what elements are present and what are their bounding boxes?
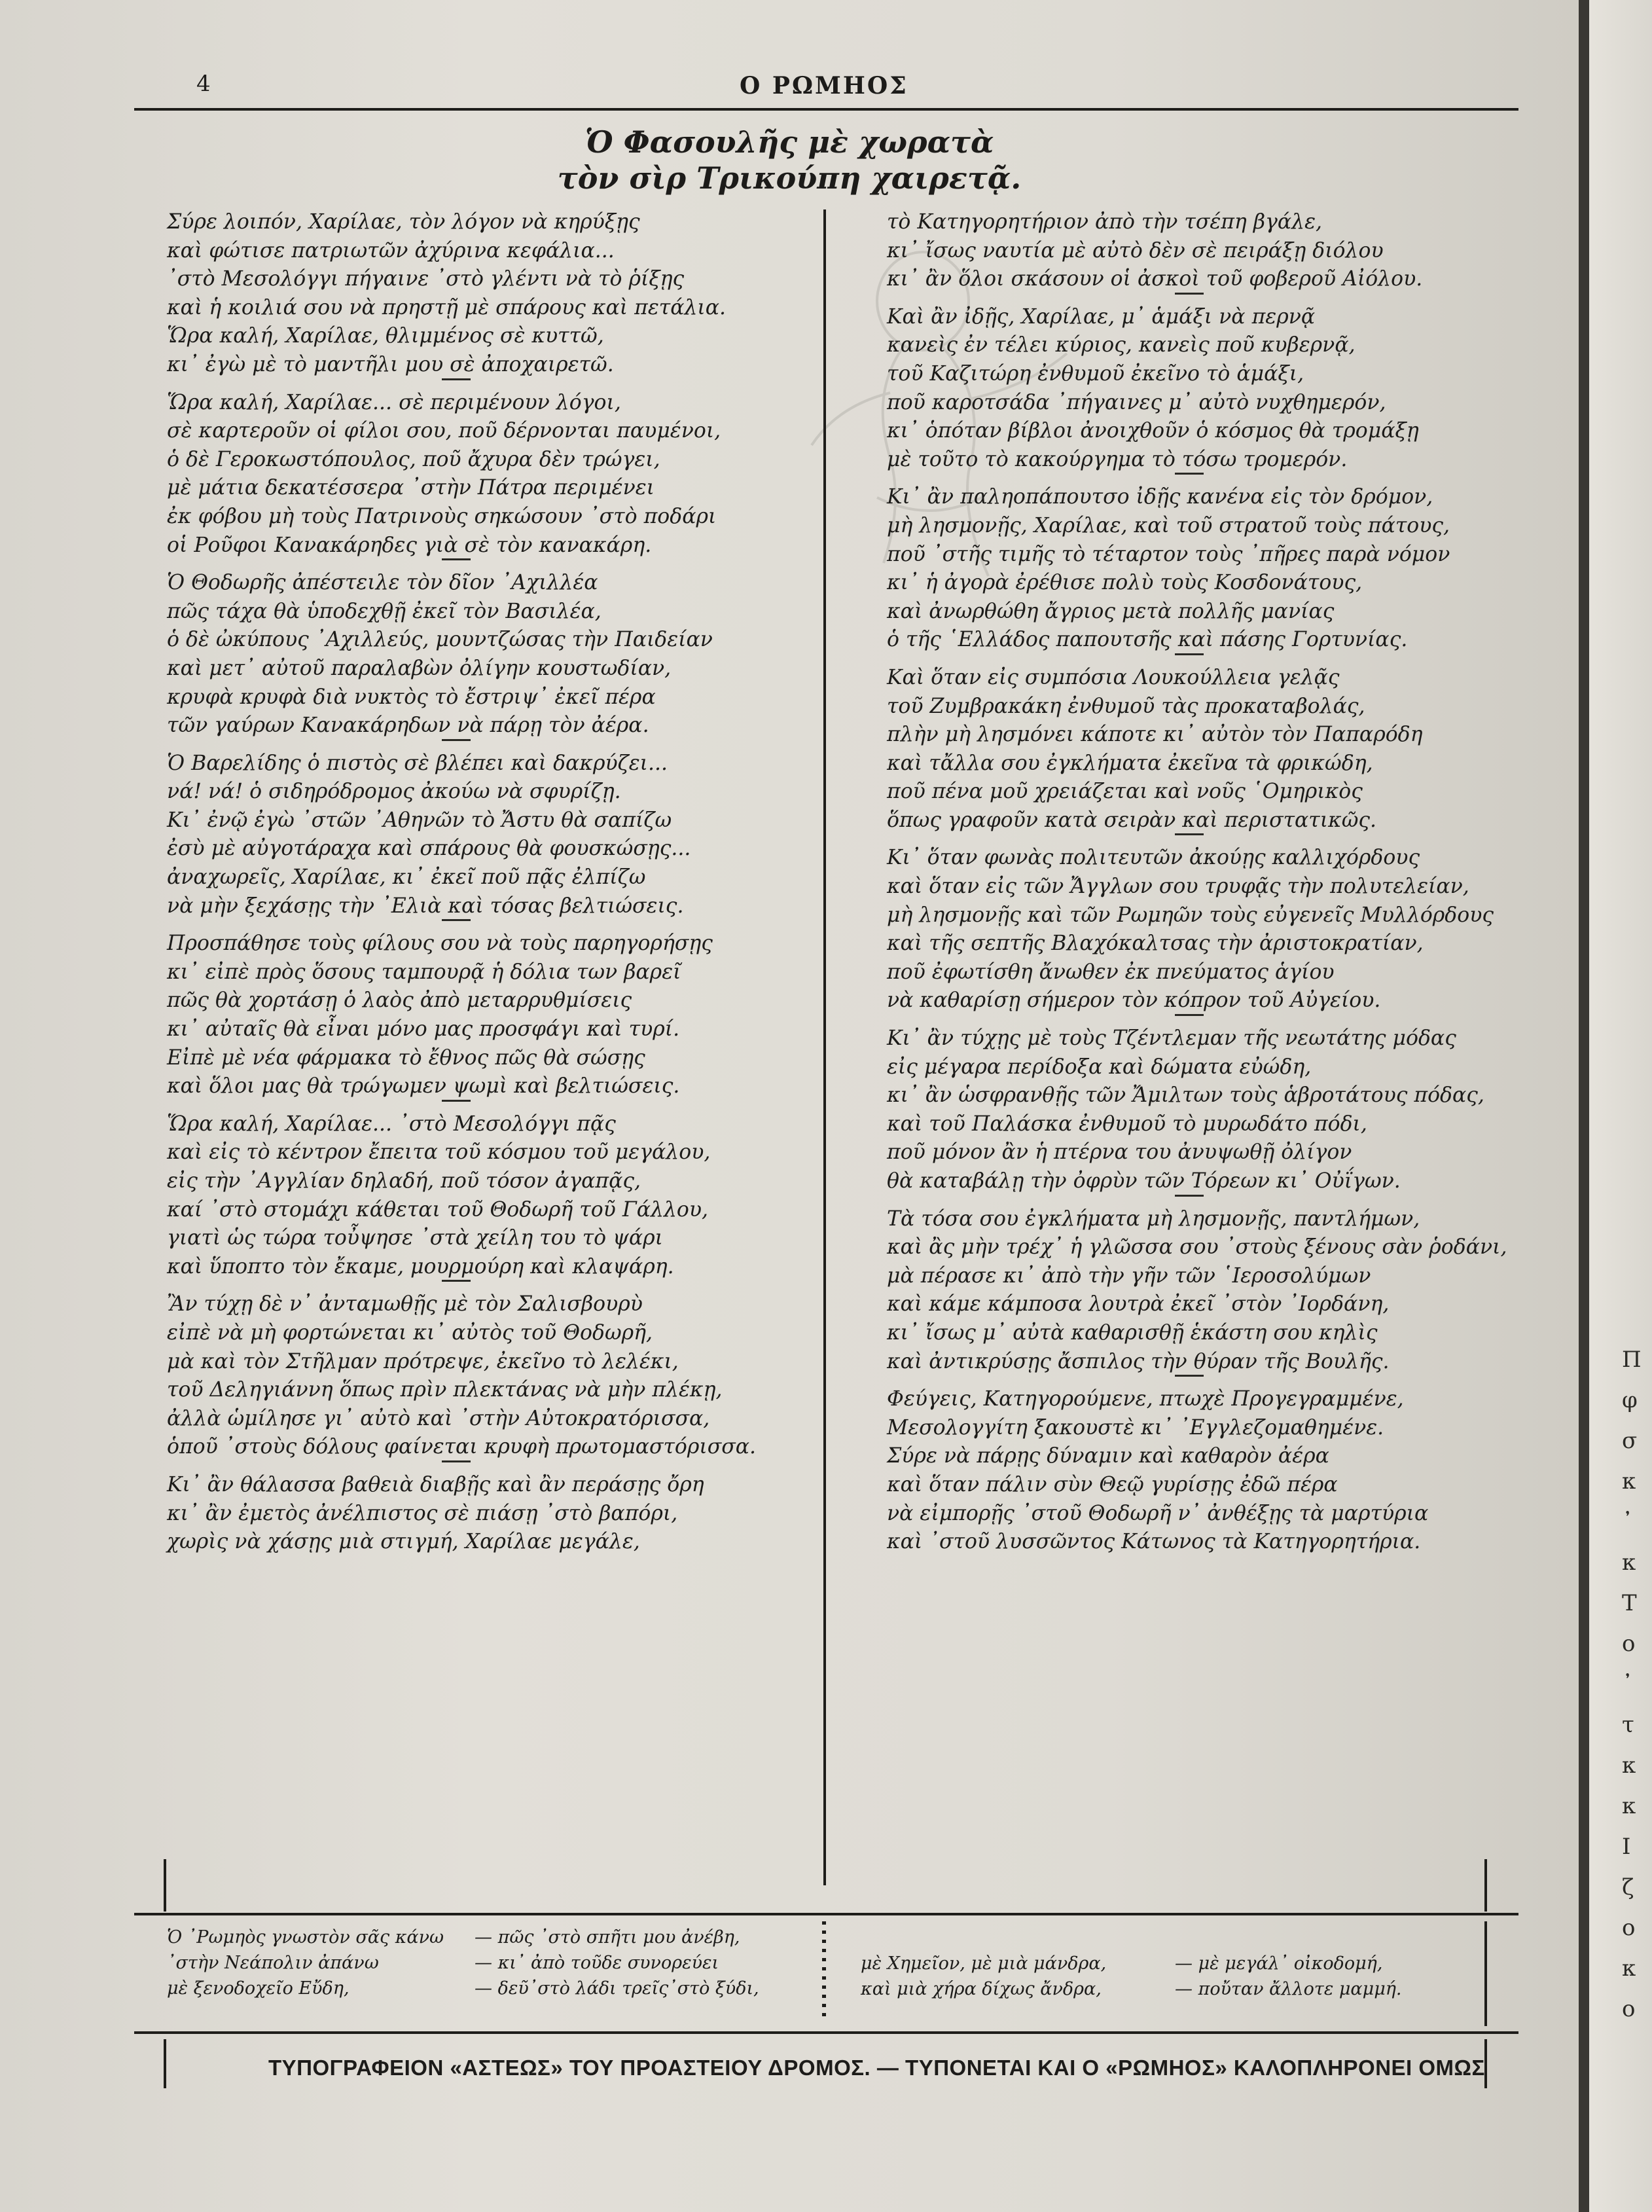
adjacent-page-glyph: τ (1622, 1712, 1634, 1738)
footnote-line (861, 1951, 1402, 1976)
adjacent-page-glyph: σ (1622, 1428, 1638, 1454)
footnote-dotted-divider (822, 1921, 826, 2020)
footnote-verse-b: — δεῦ᾽στὸ λάδι τρεῖς᾽στὸ ξύδι, (475, 1978, 759, 1999)
verse-line: γιατὶ ὡς τώρα τοὖψησε ᾽στὰ χείλη του τὸ ψάρι (167, 1226, 663, 1250)
footnote-verse-b: — κι᾽ ἀπὸ τοῦδε συνορεύει (475, 1953, 719, 1973)
adjacent-page-glyph: κ (1622, 1468, 1636, 1495)
stanza-separator (167, 1462, 756, 1471)
imprint-left-tick (164, 2039, 166, 2088)
adjacent-page-glyph: ζ (1622, 1874, 1634, 1900)
footnote-verse-a: μὲ Χημεῖον, μὲ μιὰ μάνδρα, (861, 1953, 1107, 1974)
verse-line: ὅπως γραφοῦν κατὰ σειρὰν καὶ περιστατικῶς. (887, 808, 1377, 832)
verse-line: τοῦ Δεληγιάννη ὅπως πρὶν πλεκτάνας νὰ μὴν πλέκῃ, (167, 1378, 723, 1402)
verse-line: Καὶ ὅταν εἰς συμπόσια Λουκούλλεια γελᾷς (887, 665, 1340, 689)
verse-line: Καὶ ἂν ἰδῇς, Χαρίλαε, μ᾽ ἁμάξι νὰ περνᾷ (887, 304, 1316, 329)
verse-line: κι᾽ ὁπόταν βίβλοι ἀνοιχθοῦν ὁ κόσμος θὰ τρομάξῃ (887, 419, 1419, 443)
adjacent-page-glyph: κ (1622, 1793, 1636, 1819)
adjacent-page-glyph: Ι (1622, 1834, 1631, 1860)
verse-line: σὲ καρτεροῦν οἱ φίλοι σου, ποῦ δέρνονται παυμένοι, (167, 419, 721, 443)
adjacent-page-glyph: κ (1622, 1955, 1636, 1982)
verse-line: ἀλλὰ ὡμίλησε γι᾽ αὐτὸ καὶ ᾽στὴν Αὐτοκρατόρισσα, (167, 1406, 710, 1430)
verse-line: χωρὶς νὰ χάσῃς μιὰ στιγμή, Χαρίλαε μεγάλε, (167, 1530, 640, 1554)
verse-line: νὰ καθαρίσῃ σήμερον τὸν κόπρον τοῦ Αὐγείου. (887, 988, 1381, 1013)
verse-line: θὰ καταβάλῃ τὴν ὀφρὺν τῶν Τόρεων κι᾽ Οὐΐγων. (887, 1169, 1401, 1193)
verse-line: καὶ τοῦ Παλάσκα ἐνθυμοῦ τὸ μυρωδάτο πόδι, (887, 1112, 1367, 1136)
verse-line: καὶ ὕποπτο τὸν ἔκαμε, μουρμούρη καὶ κλαψάρη. (167, 1254, 674, 1278)
verse-line: ὁ δὲ ὠκύπους ᾽Αχιλλεύς, μουντζώσας τὴν Παιδείαν (167, 628, 713, 652)
footnote-line (167, 1925, 759, 1950)
footnote-top-rule (134, 1913, 1518, 1915)
verse-line: ὁ δὲ Γεροκωστόπουλος, ποῦ ἄχυρα δὲν τρώγει, (167, 447, 660, 471)
verse-line: νὰ μὴν ξεχάσῃς τὴν ᾽Ελιὰ καὶ τόσας βελτιώσεις. (167, 894, 684, 918)
stanza-separator (167, 1101, 756, 1110)
stanza-separator (887, 835, 1507, 844)
stanza-separator (167, 1281, 756, 1290)
verse-line: καὶ μετ᾽ αὐτοῦ παραλαβὼν ὀλίγην κουστωδίαν, (167, 656, 672, 680)
verse-line: Κι᾽ ἂν θάλασσα βαθειὰ διαβῇς καὶ ἂν περάσῃς ὄρη (167, 1472, 704, 1496)
stanza-separator (887, 474, 1507, 483)
verse-line: μὲ μάτια δεκατέσσερα ᾽στὴν Πάτρα περιμένει (167, 476, 655, 500)
verse-line: Ὥρα καλή, Χαρίλαε... ᾽στὸ Μεσολόγγι πᾷς (167, 1112, 616, 1136)
verse-line: κι᾽ ἂν ὡσφρανθῇς τῶν Ἄμιλτων τοὺς ἁβροτάτους πόδας, (887, 1083, 1484, 1108)
verse-line: Κι᾽ ἐνῷ ἐγὼ ᾽στῶν ᾽Αθηνῶν τὸ Ἄστυ θὰ σαπίζω (167, 808, 672, 832)
left-column (167, 208, 756, 1557)
verse-line: καὶ ἀνωρθώθη ἄγριος μετὰ πολλῆς μανίας (887, 599, 1335, 623)
verse-line: νά! νά! ὁ σιδηρόδρομος ἀκούω νὰ σφυρίζῃ. (167, 780, 621, 804)
verse-line: οἱ Ροῦφοι Κανακάρηδες γιὰ σὲ τὸν κανακάρη. (167, 533, 652, 557)
adjacent-page-glyph: κ (1622, 1550, 1636, 1576)
stanza-separator (167, 740, 756, 750)
stanza-separator (167, 920, 756, 930)
right-column (887, 208, 1507, 1557)
footnote-verse-b: — ποὔταν ἄλλοτε μαμμή. (1175, 1979, 1402, 1999)
adjacent-page-glyph: κ (1622, 1752, 1636, 1779)
verse-line: κι᾽ ἴσως μ᾽ αὐτὰ καθαρισθῇ ἑκάστη σου κηλὶς (887, 1320, 1378, 1345)
verse-line: καὶ ὅταν εἰς τῶν Ἄγγλων σου τρυφᾷς τὴν πολυτελείαν, (887, 875, 1469, 899)
footnote-verse-a: ᾽στὴν Νεάπολιν ἀπάνω (167, 1953, 379, 1973)
verse-line: Φεύγεις, Κατηγορούμενε, πτωχὲ Προγεγραμμένε, (887, 1387, 1404, 1411)
adjacent-page-glyph: ο (1622, 1631, 1636, 1657)
adjacent-page-glyph: Π (1622, 1347, 1642, 1373)
verse-line: μὰ καὶ τὸν Στῆλμαν πρότρεψε, ἐκεῖνο τὸ λελέκι, (167, 1349, 679, 1373)
footnote-line (861, 1976, 1402, 2002)
stanza-separator (887, 1376, 1507, 1385)
masthead: Ο ΡΩΜΗΟΣ (740, 72, 908, 100)
adjacent-page-glyph: Τ (1622, 1590, 1637, 1616)
footnote-left-tick (164, 1859, 166, 1912)
verse-line: καὶ ὅλοι μας θὰ τρώγωμεν ψωμὶ καὶ βελτιώσεις. (167, 1074, 680, 1098)
verse-line: τοῦ Ζυμβρακάκη ἐνθυμοῦ τὰς προκαταβολάς, (887, 694, 1365, 718)
footnote-verse-a: Ὁ ᾽Ρωμηὸς γνωστὸν σᾶς κάνω (167, 1927, 444, 1948)
verse-line: Προσπάθησε τοὺς φίλους σου νὰ τοὺς παρηγορήσῃς (167, 932, 713, 956)
verse-line: καὶ ἡ κοιλιά σου νὰ πρηστῇ μὲ σπάρους καὶ πετάλια. (167, 295, 727, 319)
verse-line: κι᾽ ἂν ἐμετὸς ἀνέλπιστος σὲ πιάσῃ ᾽στὸ βαπόρι, (167, 1501, 678, 1525)
footnote-box-right-edge (1484, 1921, 1487, 2026)
verse-line: ποῦ ᾽στῆς τιμῆς τὸ τέταρτον τοὺς ᾽πῆρες παρὰ νόμον (887, 542, 1450, 566)
header-rule (134, 108, 1518, 111)
verse-line: ποῦ καροτσάδα ᾽πήγαινες μ᾽ αὐτὸ νυχθημερόν, (887, 390, 1386, 414)
footnote-right (861, 1951, 1402, 2002)
verse-line: ποῦ πένα μοῦ χρειάζεται καὶ νοῦς ῾Ομηρικὸς (887, 780, 1363, 804)
verse-line: ἐσὺ μὲ αὐγοτάραχα καὶ σπάρους θὰ φουσκώσῃς... (167, 837, 691, 861)
verse-line: καὶ κάμε κάμποσα λουτρὰ ἐκεῖ ᾽στὸν ᾽Ιορδάνη, (887, 1292, 1390, 1316)
stanza-separator (887, 294, 1507, 303)
poem-title-line-1: Ὁ Φασουλῆς μὲ χωρατὰ (584, 124, 994, 160)
verse-line: Σύρε λοιπόν, Χαρίλαε, τὸν λόγον νὰ κηρύξῃς (167, 210, 640, 234)
verse-line: καὶ ὅταν πάλιν σὺν Θεῷ γυρίσῃς ἐδῶ πέρα (887, 1472, 1338, 1496)
verse-line: πῶς τάχα θὰ ὑποδεχθῇ ἐκεῖ τὸν Βασιλέα, (167, 599, 602, 623)
footnote-verse-b: — πῶς ᾽στὸ σπῆτι μου ἀνέβη, (475, 1927, 740, 1948)
stanza-separator (167, 560, 756, 569)
verse-line: μὲ τοῦτο τὸ κακούργημα τὸ τόσω τρομερόν. (887, 447, 1348, 471)
verse-line: καί ᾽στὸ στομάχι κάθεται τοῦ Θοδωρῆ τοῦ Γάλλου, (167, 1197, 709, 1222)
verse-line: καὶ φώτισε πατριωτῶν ἀχύρινα κεφάλια... (167, 238, 615, 263)
verse-line: Μεσολογγίτη ξακουστὲ κι᾽ ᾽Εγγλεζομαθημένε. (887, 1415, 1384, 1440)
footnote-left (167, 1925, 759, 2001)
verse-line: Ὁ Βαρελίδης ὁ πιστὸς σὲ βλέπει καὶ δακρύζει... (167, 751, 668, 775)
verse-line: Ἂν τύχῃ δὲ ν᾽ ἀνταμωθῇς μὲ τὸν Σαλισβουρὺ (167, 1292, 643, 1316)
adjacent-page-glyph: ᾽ (1622, 1509, 1633, 1535)
footnote-verse-a: καὶ μιὰ χήρα δίχως ἄνδρα, (861, 1979, 1102, 1999)
footnote-verse-a: μὲ ξενοδοχεῖο Εὔδη, (167, 1978, 350, 1999)
stanza-separator (887, 655, 1507, 664)
verse-line: ποῦ ἐφωτίσθη ἄνωθεν ἐκ πνεύματος ἁγίου (887, 960, 1335, 984)
verse-line: εἰς τὴν ᾽Αγγλίαν δηλαδή, ποῦ τόσον ἀγαπᾷς, (167, 1169, 641, 1193)
verse-line: Κι᾽ ὅταν φωνὰς πολιτευτῶν ἀκούῃς καλλιχόρδους (887, 846, 1420, 870)
verse-line: Εἰπὲ μὲ νέα φάρμακα τὸ ἔθνος πῶς θὰ σώσῃς (167, 1045, 645, 1070)
verse-line: Ὥρα καλή, Χαρίλαε, θλιμμένος σὲ κυττῶ, (167, 324, 604, 348)
verse-line: Τὰ τόσα σου ἐγκλήματα μὴ λησμονῇς, παντλήμων, (887, 1206, 1420, 1231)
verse-line: ὁποῦ ᾽στοὺς δόλους φαίνεται κρυφὴ πρωτομαστόρισσα. (167, 1435, 757, 1459)
adjacent-page-glyph: ο (1622, 1915, 1636, 1941)
adjacent-page-edge (1589, 0, 1652, 2212)
footnote-right-tick (1484, 1859, 1487, 1912)
page-number: 4 (196, 71, 211, 97)
footnote-verse-b: — μὲ μεγάλ᾽ οἰκοδομή, (1175, 1953, 1383, 1974)
verse-line: καὶ τῆς σεπτῆς Βλαχόκαλτσας τὴν ἀριστοκρατίαν, (887, 932, 1424, 956)
verse-line: τοῦ Καζιτώρη ἐνθυμοῦ ἐκεῖνο τὸ ἁμάξι, (887, 361, 1304, 386)
verse-line: καὶ τἄλλα σου ἐγκλήματα ἐκεῖνα τὰ φρικώδη, (887, 751, 1373, 775)
printer-imprint: ΤΥΠΟΓΡΑΦΕΙΟΝ «ΑΣΤΕΩΣ» ΤΟΥ ΠΡΟΑΣΤΕΙΟΥ ΔΡΟΜΟΣ. — ΤΥΠΟΝΕΤΑΙ ΚΑΙ Ο «ΡΩΜΗΟΣ» ΚΑΛΟΠΛΗΡΟΝΕΙ ΟΜΩΣ (268, 2056, 1485, 2080)
verse-line: τῶν γαύρων Κανακάρηδων νὰ πάρῃ τὸν ἀέρα. (167, 714, 649, 738)
verse-line: εἰς μέγαρα περίδοξα καὶ δώματα εὐώδη, (887, 1055, 1312, 1079)
verse-line: Σύρε νὰ πάρῃς δύναμιν καὶ καθαρὸν ἀέρα (887, 1444, 1329, 1468)
book-spine (1579, 0, 1589, 2212)
stanza-separator (167, 380, 756, 389)
verse-line: καὶ εἰς τὸ κέντρον ἔπειτα τοῦ κόσμου τοῦ μεγάλου, (167, 1140, 711, 1165)
adjacent-page-glyph: ο (1622, 1996, 1636, 2022)
verse-line: πῶς θὰ χορτάσῃ ὁ λαὸς ἀπὸ μεταρρυθμίσεις (167, 988, 632, 1013)
footnote-bottom-rule (134, 2031, 1518, 2034)
verse-line: κι᾽ ἐγὼ μὲ τὸ μαντῆλι μου σὲ ἀποχαιρετῶ. (167, 352, 614, 376)
footnote-line (167, 1976, 759, 2001)
verse-line: ᾽στὸ Μεσολόγγι πήγαινε ᾽στὸ γλέντι νὰ τὸ ῥίξῃς (167, 267, 685, 291)
verse-line: ἐκ φόβου μὴ τοὺς Πατρινοὺς σηκώσουν ᾽στὸ ποδάρι (167, 504, 717, 528)
verse-line: καὶ ἀντικρύσῃς ἄσπιλος τὴν θύραν τῆς Βουλῆς. (887, 1349, 1390, 1373)
stanza-separator (887, 1196, 1507, 1205)
verse-line: Κι᾽ ἂν παληοπάπουτσο ἰδῇς κανένα εἰς τὸν δρόμον, (887, 485, 1433, 509)
verse-line: μὴ λησμονῇς καὶ τῶν Ρωμηῶν τοὺς εὐγενεῖς Μυλλόρδους (887, 903, 1494, 927)
verse-line: κι᾽ ἂν ὅλοι σκάσουν οἱ ἀσκοὶ τοῦ φοβεροῦ Αἰόλου. (887, 267, 1423, 291)
verse-line: κι᾽ εἰπὲ πρὸς ὅσους ταμπουρᾷ ἡ δόλια των βαρεῖ (167, 960, 681, 984)
column-divider (823, 209, 826, 1885)
verse-line: ποῦ μόνον ἂν ἡ πτέρνα του ἀνυψωθῇ ὀλίγον (887, 1140, 1352, 1165)
verse-line: Ὁ Θοδωρῆς ἀπέστειλε τὸν δῖον ᾽Αχιλλέα (167, 571, 598, 595)
verse-line: κι᾽ αὐταῖς θὰ εἶναι μόνο μας προσφάγι καὶ τυρί. (167, 1017, 680, 1042)
poem-title-line-2: τὸν σὶρ Τρικούπη χαιρετᾷ. (557, 160, 1022, 196)
verse-line: καὶ ἂς μὴν τρέχ᾽ ἡ γλῶσσα σου ᾽στοὺς ξένους σὰν ῥοδάνι, (887, 1235, 1507, 1260)
verse-line: τὸ Κατηγορητήριον ἀπὸ τὴν τσέπη βγάλε, (887, 210, 1323, 234)
stanza-separator (887, 1015, 1507, 1024)
verse-line: πλὴν μὴ λησμόνει κάποτε κι᾽ αὐτὸν τὸν Παπαρόδη (887, 723, 1423, 747)
verse-line: νὰ εἰμπορῇς ᾽στοῦ Θοδωρῆ ν᾽ ἀνθέξῃς τὰ μαρτύρια (887, 1501, 1429, 1525)
verse-line: κι᾽ ἴσως ναυτία μὲ αὐτὸ δὲν σὲ πειράξῃ διόλου (887, 238, 1384, 263)
footnote-line (167, 1950, 759, 1976)
verse-line: Κι᾽ ἂν τύχῃς μὲ τοὺς Τζέντλεμαν τῆς νεωτάτης μόδας (887, 1026, 1456, 1051)
verse-line: εἰπὲ νὰ μὴ φορτώνεται κι᾽ αὐτὸς τοῦ Θοδωρῆ, (167, 1320, 653, 1345)
verse-line: κανεὶς ἐν τέλει κύριος, κανεὶς ποῦ κυβερνᾷ, (887, 333, 1356, 357)
verse-line: μὴ λησμονῇς, Χαρίλαε, καὶ τοῦ στρατοῦ τοὺς πάτους, (887, 513, 1450, 537)
verse-line: ὁ τῆς ῾Ελλάδος παπουτσῆς καὶ πάσης Γορτυνίας. (887, 628, 1408, 652)
verse-line: κρυφὰ κρυφὰ διὰ νυκτὸς τὸ ἔστριψ᾽ ἐκεῖ πέρα (167, 685, 656, 709)
adjacent-page-glyph: φ (1622, 1387, 1638, 1413)
verse-line: καὶ ᾽στοῦ λυσσῶντος Κάτωνος τὰ Κατηγορητήρια. (887, 1530, 1421, 1554)
verse-line: Ὥρα καλή, Χαρίλαε... σὲ περιμένουν λόγοι, (167, 390, 621, 414)
adjacent-page-glyph: ᾽ (1622, 1671, 1633, 1697)
verse-line: ἀναχωρεῖς, Χαρίλαε, κι᾽ ἐκεῖ ποῦ πᾷς ἐλπίζω (167, 865, 646, 890)
verse-line: μὰ πέρασε κι᾽ ἀπὸ τὴν γῆν τῶν ῾Ιεροσολύμων (887, 1263, 1371, 1288)
verse-line: κι᾽ ἡ ἀγορὰ ἐρέθισε πολὺ τοὺς Κοσδονάτους, (887, 571, 1363, 595)
